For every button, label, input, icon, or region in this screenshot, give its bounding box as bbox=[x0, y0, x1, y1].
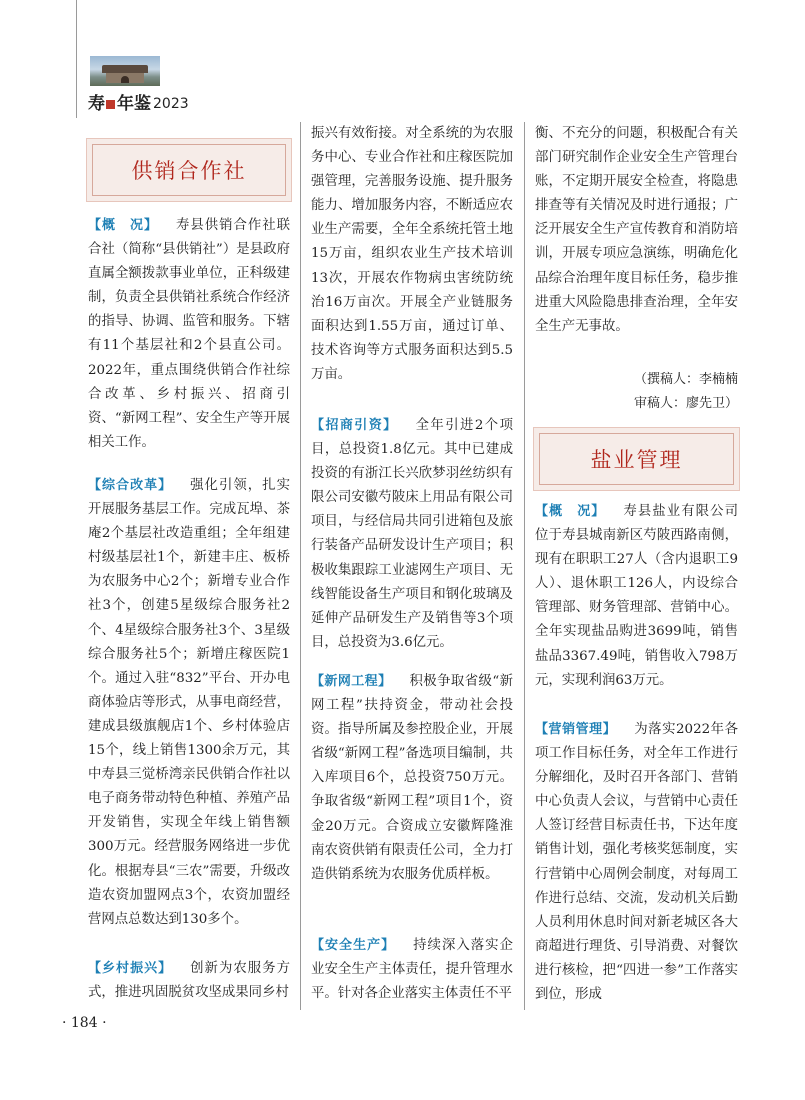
running-header bbox=[88, 90, 189, 114]
label-salt-overview: 【 概 况 】 bbox=[535, 504, 605, 519]
page-number: · 184 · bbox=[62, 1015, 107, 1031]
column-divider-2 bbox=[524, 122, 525, 1010]
header-title-part2: 年鉴 bbox=[117, 94, 151, 114]
para-invest: 【 招商引资 】 全年引进2个项目，总投资1.8亿元。其中已建成投资的有浙江长兴欣梦羽丝纺织有限公司安徽芍陂床上用品有限公司项目，与经信局共同引进箱包及旅行装备产品研发设计生产项目；积极收集跟踪工业滤网生产项目、无线智能设备生产项目和钢化玻璃及延伸产品研发生产及销售等3个项目，总投资为3.6亿元。 bbox=[311, 414, 513, 655]
header-left-rule bbox=[76, 0, 77, 118]
para-marketing: 【 营销管理 】 为落实2022年各项工作目标任务，对全年工作进行分解细化，及时召开各部门、营销中心负责人会议，与营销中心责任人签订经营目标责任书，下达年度销售计划，强化考核奖惩制度，实行营销中心周例会制度，对每周工作进行总结、交流，发动机关后勤人员利用休息时间对新老城区各大商超进行理货、引导消费、对餐饮进行核检，把“四进一参”工作落实到位，形成 bbox=[535, 718, 738, 1007]
header-title-part1: 寿 bbox=[88, 94, 105, 114]
para-network: 【 新网工程 】 积极争取省级“新网工程”扶持资金，带动社会投资。指导所属及参控股企业，开展省级“新网工程”备选项目编制，共入库项目6个，总投资750万元。争取省级“新网工程”项目1个，资金20万元。合资成立安徽辉隆淮南农资供销有限责任公司，全力打造供销系统为农服务优质样板。 bbox=[311, 670, 513, 887]
label-marketing: 【 营销管理 】 bbox=[535, 722, 616, 737]
label-network: 【 新网工程 】 bbox=[311, 674, 392, 689]
para-rural-continued: 振兴有效衔接。对全系统的为农服务中心、专业合作社和庄稼医院加强管理，完善服务设施、提升服务能力、增加服务内容，不断适应农业生产需要，全年全系统托管土地15万亩，组织农业生产技术培训13次，开展农作物病虫害统防统治16万亩次。开展全产业链服务面积达到1.55万亩，通过订单、技术咨询等方式服务面积达到5.5万亩。 bbox=[311, 126, 513, 382]
header-year: 2023 bbox=[153, 96, 189, 112]
section-title-salt: 盐业管理 bbox=[539, 433, 734, 485]
para-overview: 【 概 况 】 寿县供销合作社联合社（简称“县供销社”）是县政府直属全额拨款事业单位，正科级建制，负责全县供销社系统合作经济的指导、协调、监管和服务。下辖有11个基层社和2个县直公司。2022年，重点围绕供销合作社综合改革、乡村振兴、招商引资、“新网工程”、安全生产等开展相关工作。 bbox=[88, 214, 290, 455]
para-salt-overview: 【 概 况 】 寿县盐业有限公司位于寿县城南新区芍陂西路南侧，现有在职职工27人（含内退职工9人）、退休职工126人，内设综合管理部、财务管理部、营销中心。全年实现盐品购进3699吨，销售盐品3367.49吨，销售收入798万元，实现利润63万元。 bbox=[535, 500, 738, 693]
para-rural: 【 乡村振兴 】 创新为农服务方式，推进巩固脱贫攻坚成果同乡村 bbox=[88, 957, 290, 1005]
label-overview: 【 概 况 】 bbox=[88, 218, 158, 233]
para-safety: 【 安全生产 】 持续深入落实企业安全生产主体责任，提升管理水平。针对各企业落实主体责任不平 bbox=[311, 934, 513, 1006]
seal-icon bbox=[106, 100, 115, 109]
para-safety-continued: 衡、不充分的问题，积极配合有关部门研究制作企业安全生产管理台账，不定期开展安全检查，将隐患排查等有关情况及时进行通报；广泛开展安全生产宣传教育和消防培训，开展专项应急演练，明确危化品综合治理年度目标任务，稳步推进重大风险隐患排查治理，全年安全生产无事故。 bbox=[535, 126, 738, 334]
para-reform: 【 综合改革 】 强化引领，扎实开展服务基层工作。完成瓦埠、茶庵2个基层社改造重组；全年组建村级基层社1个，新建丰庄、板桥为农服务中心2个；新增专业合作社3个，创建5星级综合服务社2个、4星级综合服务社3个、3星级综合服务社5个；新增庄稼医院1个。通过入驻“832”平台、开办电商体验店等形式，从事电商经营，建成县级旗舰店1个、乡村体验店15个，线上销售1300余万元，其中寿县三觉桥湾亲民供销合作社以电子商务带动特色种植、养殖产品开发销售，实现全年线上销售额300万元。经营服务网络进一步优化。根据寿县“三农”需要，升级改造农资加盟网点3个，农资加盟经营网点总数达到130多个。 bbox=[88, 474, 290, 932]
label-rural: 【 乡村振兴 】 bbox=[88, 961, 172, 976]
header-photo bbox=[90, 56, 160, 86]
credit-reviewer: 审稿人：廖先卫） bbox=[633, 396, 738, 411]
label-invest: 【 招商引资 】 bbox=[311, 418, 398, 433]
label-safety: 【 安全生产 】 bbox=[311, 938, 395, 953]
section-title-supply-coop: 供销合作社 bbox=[92, 144, 286, 196]
credit-author: （撰稿人：李楠楠 bbox=[633, 372, 738, 387]
label-reform: 【 综合改革 】 bbox=[88, 478, 172, 493]
column-divider-1 bbox=[300, 122, 301, 1010]
